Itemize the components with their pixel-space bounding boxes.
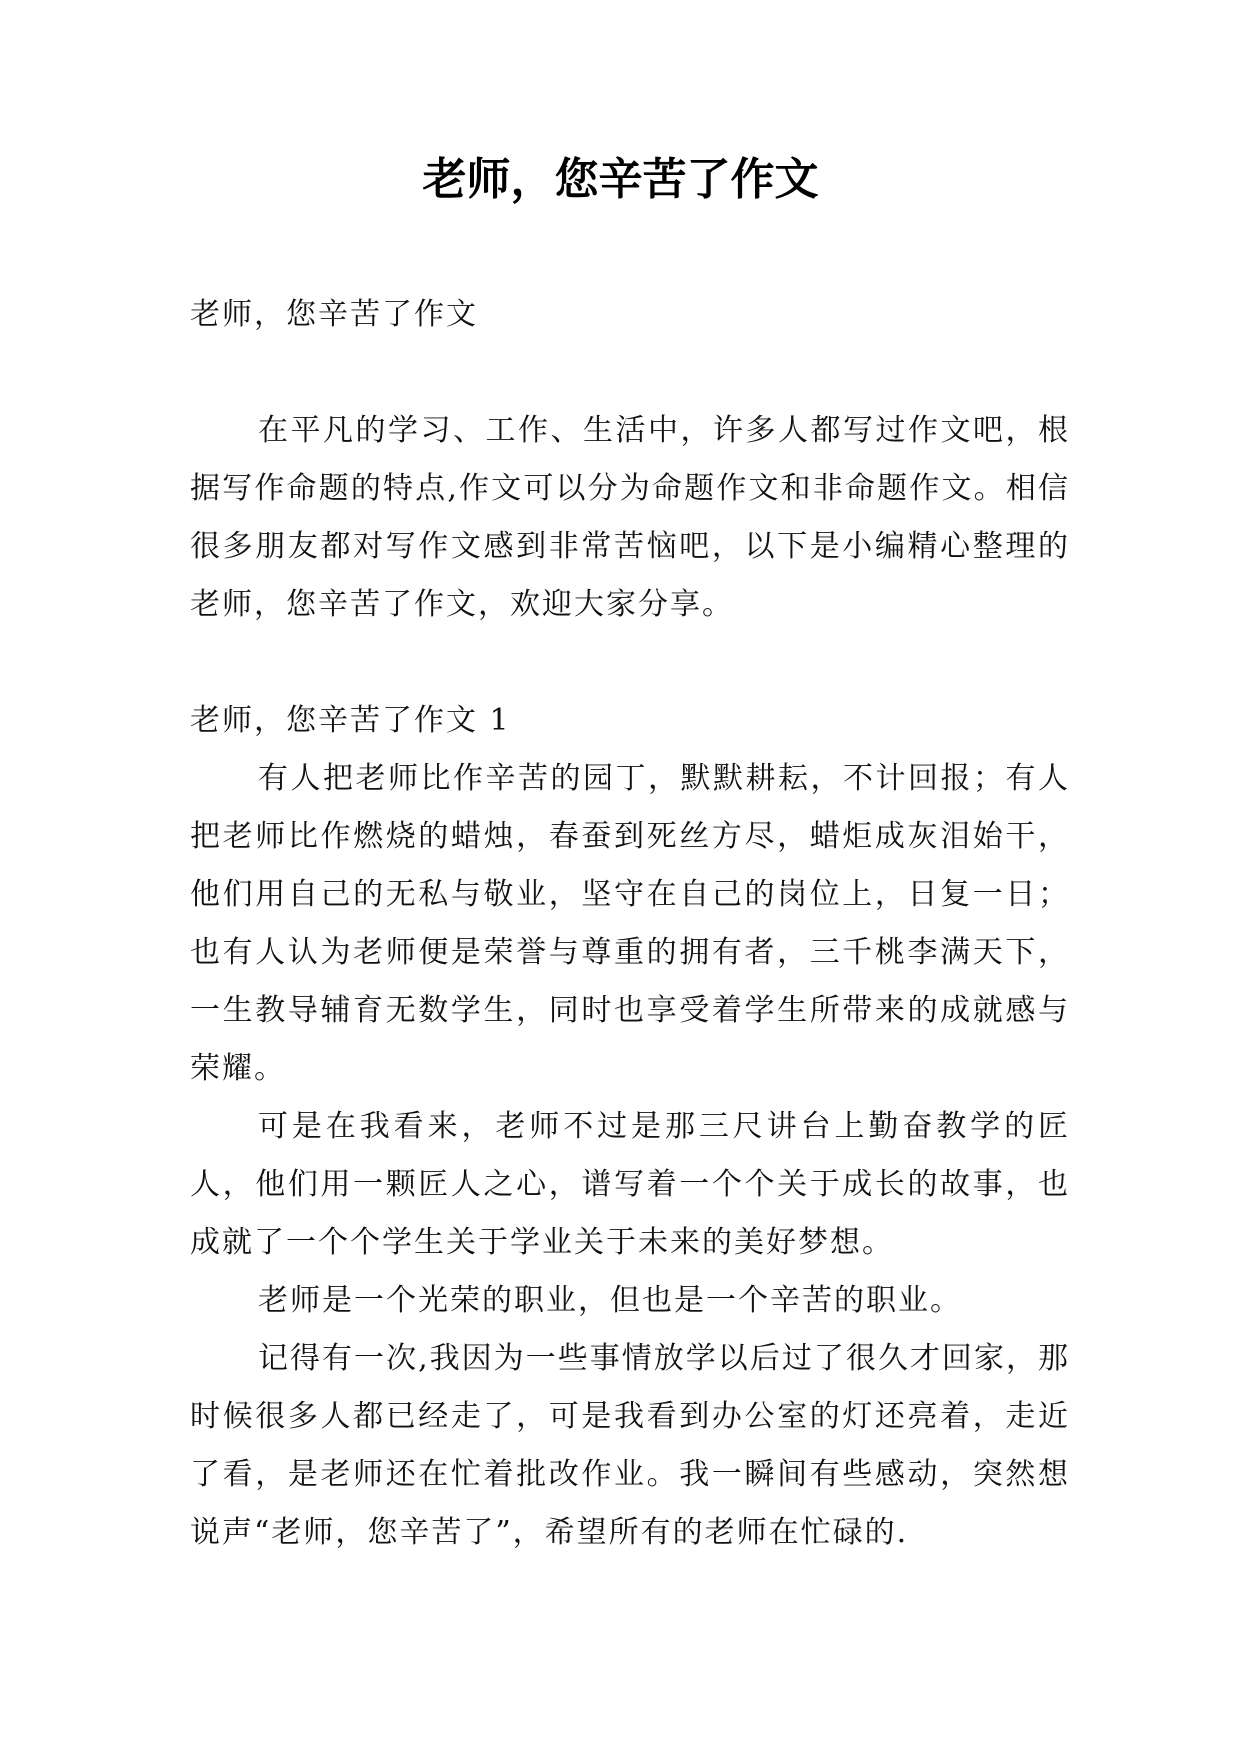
body-paragraph-3: 老师是一个光荣的职业，但也是一个辛苦的职业。 [258, 1283, 962, 1318]
document-title: 老师，您辛苦了作文 [422, 154, 819, 205]
document-body [190, 286, 1070, 1562]
body-paragraph-4: 记得有一次,我因为一些事情放学以后过了很久才回家，那时候很多人都已经走了，可是我看到办公室的灯还亮着，走近了看，是老师还在忙着批改作业。我一瞬间有些感动，突然想说声“老师，您辛苦了”，希望所有的老师在忙碌的. [190, 1341, 1070, 1550]
body-paragraph-1: 有人把老师比作辛苦的园丁，默默耕耘，不计回报；有人把老师比作燃烧的蜡烛，春蚕到死丝方尽，蜡炬成灰泪始干，他们用自己的无私与敬业，坚守在自己的岗位上，日复一日；也有人认为老师便是荣誉与尊重的拥有者，三千桃李满天下，一生教导辅育无数学生，同时也享受着学生所带来的成就感与荣耀。 [190, 761, 1070, 1086]
document-subtitle: 老师，您辛苦了作文 [190, 297, 478, 332]
body-paragraph-2: 可是在我看来，老师不过是那三尺讲台上勤奋教学的匠人，他们用一颗匠人之心，谱写着一个个关于成长的故事，也成就了一个个学生关于学业关于未来的美好梦想。 [190, 1109, 1070, 1260]
intro-paragraph: 在平凡的学习、工作、生活中，许多人都写过作文吧，根据写作命题的特点,作文可以分为命题作文和非命题作文。相信很多朋友都对写作文感到非常苦恼吧，以下是小编精心整理的老师，您辛苦了作文，欢迎大家分享。 [190, 413, 1070, 622]
section-heading: 老师，您辛苦了作文 1 [190, 703, 511, 738]
